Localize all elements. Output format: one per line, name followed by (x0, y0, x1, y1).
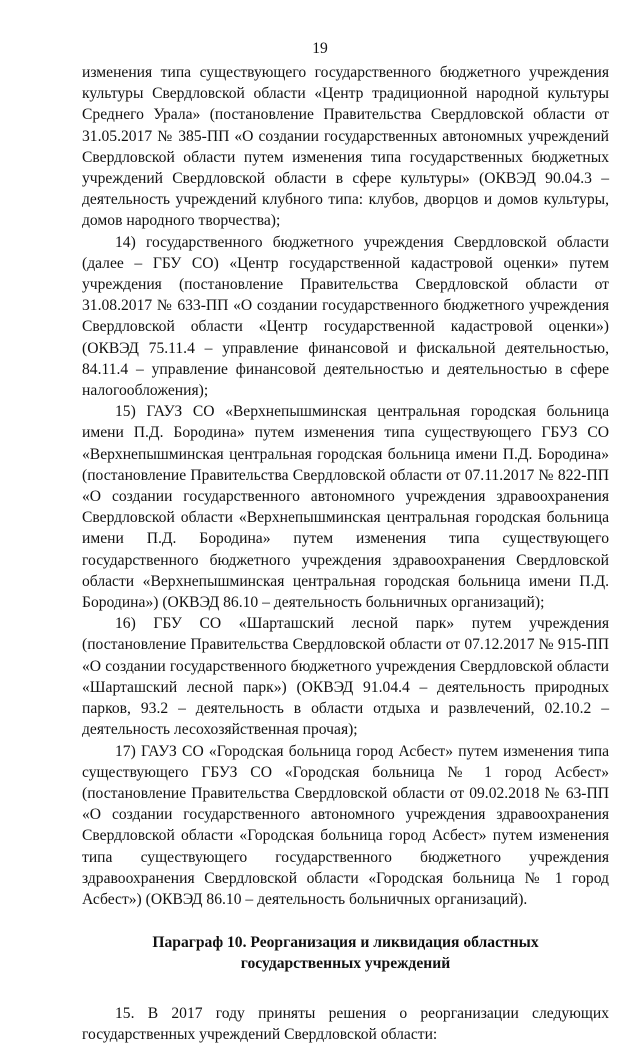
paragraph-item-17: 17) ГАУЗ СО «Городская больница город Асбест» путем изменения типа существующего ГБУЗ СО «Городская больница № 1 город Асбест» (постановление Правительства Свердловской области от 09.02.2018 № 63-ПП «О создании государственного автономного учреждения здравоохранения Свердловской области «Городская больница город Асбест» путем изменения типа существующего государственного бюджетного учреждения здравоохранения Свердловской области «Городская больница № 1 город Асбест») (ОКВЭД 86.10 – деятельность больничных организаций). (82, 742, 609, 908)
paragraph-15-reorganization: 15. В 2017 году приняты решения о реорганизации следующих государственных учреждений Свердловской области: (82, 1004, 609, 1043)
section-heading-line-1: Параграф 10. Реорганизация и ликвидация областных (152, 934, 539, 952)
section-heading-line-2: государственных учреждений (240, 955, 451, 973)
paragraph-item-16: 16) ГБУ СО «Шарташский лесной парк» путем учреждения (постановление Правительства Свердловской области от 07.12.2017 № 915-ПП «О создании государственного бюджетного учреждения Свердловской области «Шарташский лесной парк») (ОКВЭД 91.04.4 – деятельность природных парков, 93.2 – деятельность в области отдыха и развлечений, 02.10.2 – деятельность лесохозяйственная прочая); (82, 615, 609, 739)
paragraph-item-14: 14) государственного бюджетного учреждения Свердловской области (далее – ГБУ СО) «Центр государственной кадастровой оценки» путем учреждения (постановление Правительства Свердловской области от 31.08.2017 № 633-ПП «О создании государственного бюджетного учреждения Свердловской области «Центр государственной кадастровой оценки») (ОКВЭД 75.11.4 – управление финансовой и фискальной деятельностью, 84.11.4 – управление финансовой деятельностью и деятельностью в сфере налогообложения); (82, 233, 609, 400)
paragraph-item-15: 15) ГАУЗ СО «Верхнепышминская центральная городская больница имени П.Д. Бородина» путем изменения типа существующего ГБУЗ СО «Верхнепышминская центральная городская больница имени П.Д. Бородина» (постановление Правительства Свердловской области от 07.11.2017 № 822-ПП «О создании государственного автономного учреждения здравоохранения Свердловской области «Верхнепышминская центральная городская больница имени П.Д. Бородина» путем изменения типа существующего государственного бюджетного учреждения здравоохранения Свердловской области «Верхнепышминская центральная городская больница имени П.Д. Бородина») (ОКВЭД 86.10 – деятельность больничных организаций); (82, 403, 609, 612)
section-heading (82, 932, 609, 974)
page-number: 19 (312, 40, 328, 57)
document-body (82, 62, 609, 1045)
paragraph-continuation: изменения типа существующего государственного бюджетного учреждения культуры Свердловской области «Центр традиционной народной культуры Среднего Урала» (постановление Правительства Свердловской области от 31.05.2017 № 385-ПП «О создании государственных автономных учреждений Свердловской области путем изменения типа государственных бюджетных учреждений Свердловской области в сфере культуры» (ОКВЭД 90.04.3 – деятельность учреждений клубного типа: клубов, дворцов и домов культуры, домов народного творчества); (82, 64, 609, 230)
